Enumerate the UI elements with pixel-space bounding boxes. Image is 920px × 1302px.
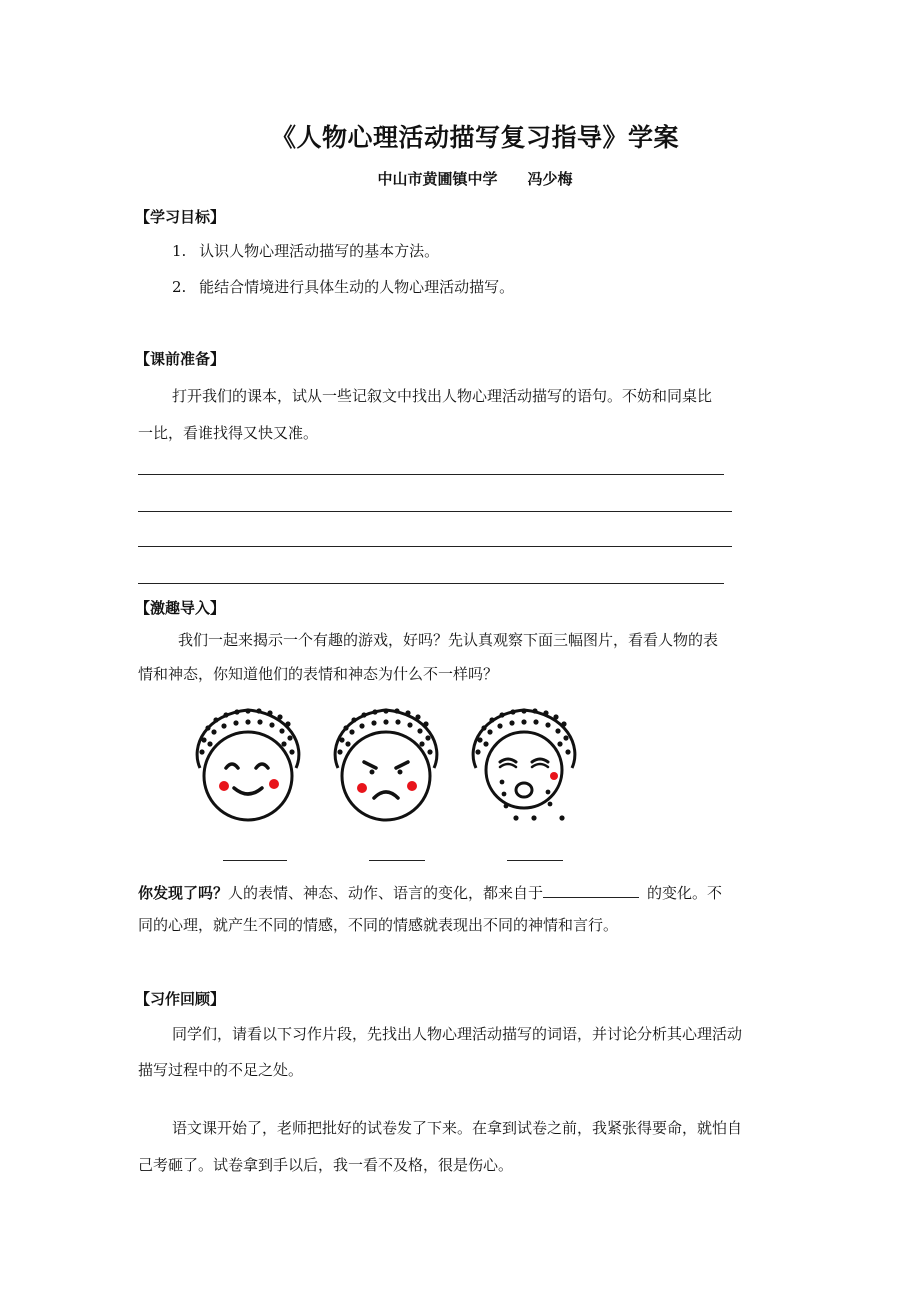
review-line-2: 描写过程中的不足之处。 (138, 1061, 304, 1079)
excerpt-line-2: 己考砸了。试卷拿到手以后，我一看不及格，很是伤心。 (138, 1156, 514, 1174)
goal-item-1 (172, 241, 439, 261)
answer-line-4[interactable] (138, 583, 724, 584)
frowning-face-icon (335, 708, 437, 820)
goal-text: 能结合情境进行具体生动的人物心理活动描写。 (199, 278, 515, 296)
face-answer-blank-3[interactable] (507, 860, 563, 861)
answer-line-2[interactable] (138, 511, 732, 512)
intro-line-2: 情和神态，你知道他们的表情和神态为什么不一样吗？ (138, 665, 499, 683)
goal-num: 2. (172, 278, 187, 296)
prep-line-1: 打开我们的课本，试从一些记叙文中找出人物心理活动描写的语句。不妨和同桌比 (172, 387, 713, 405)
review-heading: 【习作回顾】 (135, 990, 226, 1008)
prep-heading: 【课前准备】 (135, 350, 226, 368)
question-lead: 你发现了吗？ (138, 884, 229, 902)
prep-line-2: 一比，看谁找得又快又准。 (138, 424, 319, 442)
goal-num: 1. (172, 242, 187, 260)
intro-heading: 【激趣导入】 (135, 599, 226, 617)
goals-heading: 【学习目标】 (135, 208, 226, 226)
answer-line-3[interactable] (138, 546, 732, 547)
face-answer-blank-2[interactable] (369, 860, 425, 861)
review-line-1: 同学们，请看以下习作片段，先找出人物心理活动描写的词语，并讨论分析其心理活动 (172, 1025, 743, 1043)
question-blank[interactable] (543, 881, 639, 898)
excerpt-line-1: 语文课开始了，老师把批好的试卷发了下来。在拿到试卷之前，我紧张得要命，就怕自 (172, 1119, 743, 1137)
question-text: 人的表情、神态、动作、语言的变化，都来自于 (228, 884, 544, 902)
author-school: 中山市黄圃镇中学 (377, 170, 498, 188)
author-line (0, 168, 920, 189)
face-answer-blank-1[interactable] (223, 860, 287, 861)
answer-line-1[interactable] (138, 474, 724, 475)
question-line-1 (138, 881, 722, 903)
intro-line-1: 我们一起来揭示一个有趣的游戏，好吗？先认真观察下面三幅图片，看看人物的表 (178, 631, 719, 649)
crying-face-icon (473, 708, 575, 820)
question-line-2: 同的心理，就产生不同的情感，不同的情感就表现出不同的神情和言行。 (138, 916, 619, 934)
question-end: 的变化。不 (647, 884, 723, 902)
goal-text: 认识人物心理活动描写的基本方法。 (199, 242, 440, 260)
smiling-face-icon (197, 708, 299, 820)
page-title: 《人物心理活动描写复习指导》学案 (270, 123, 679, 152)
faces-illustration (186, 706, 606, 826)
author-name: 冯少梅 (527, 170, 573, 188)
goal-item-2 (172, 277, 514, 297)
